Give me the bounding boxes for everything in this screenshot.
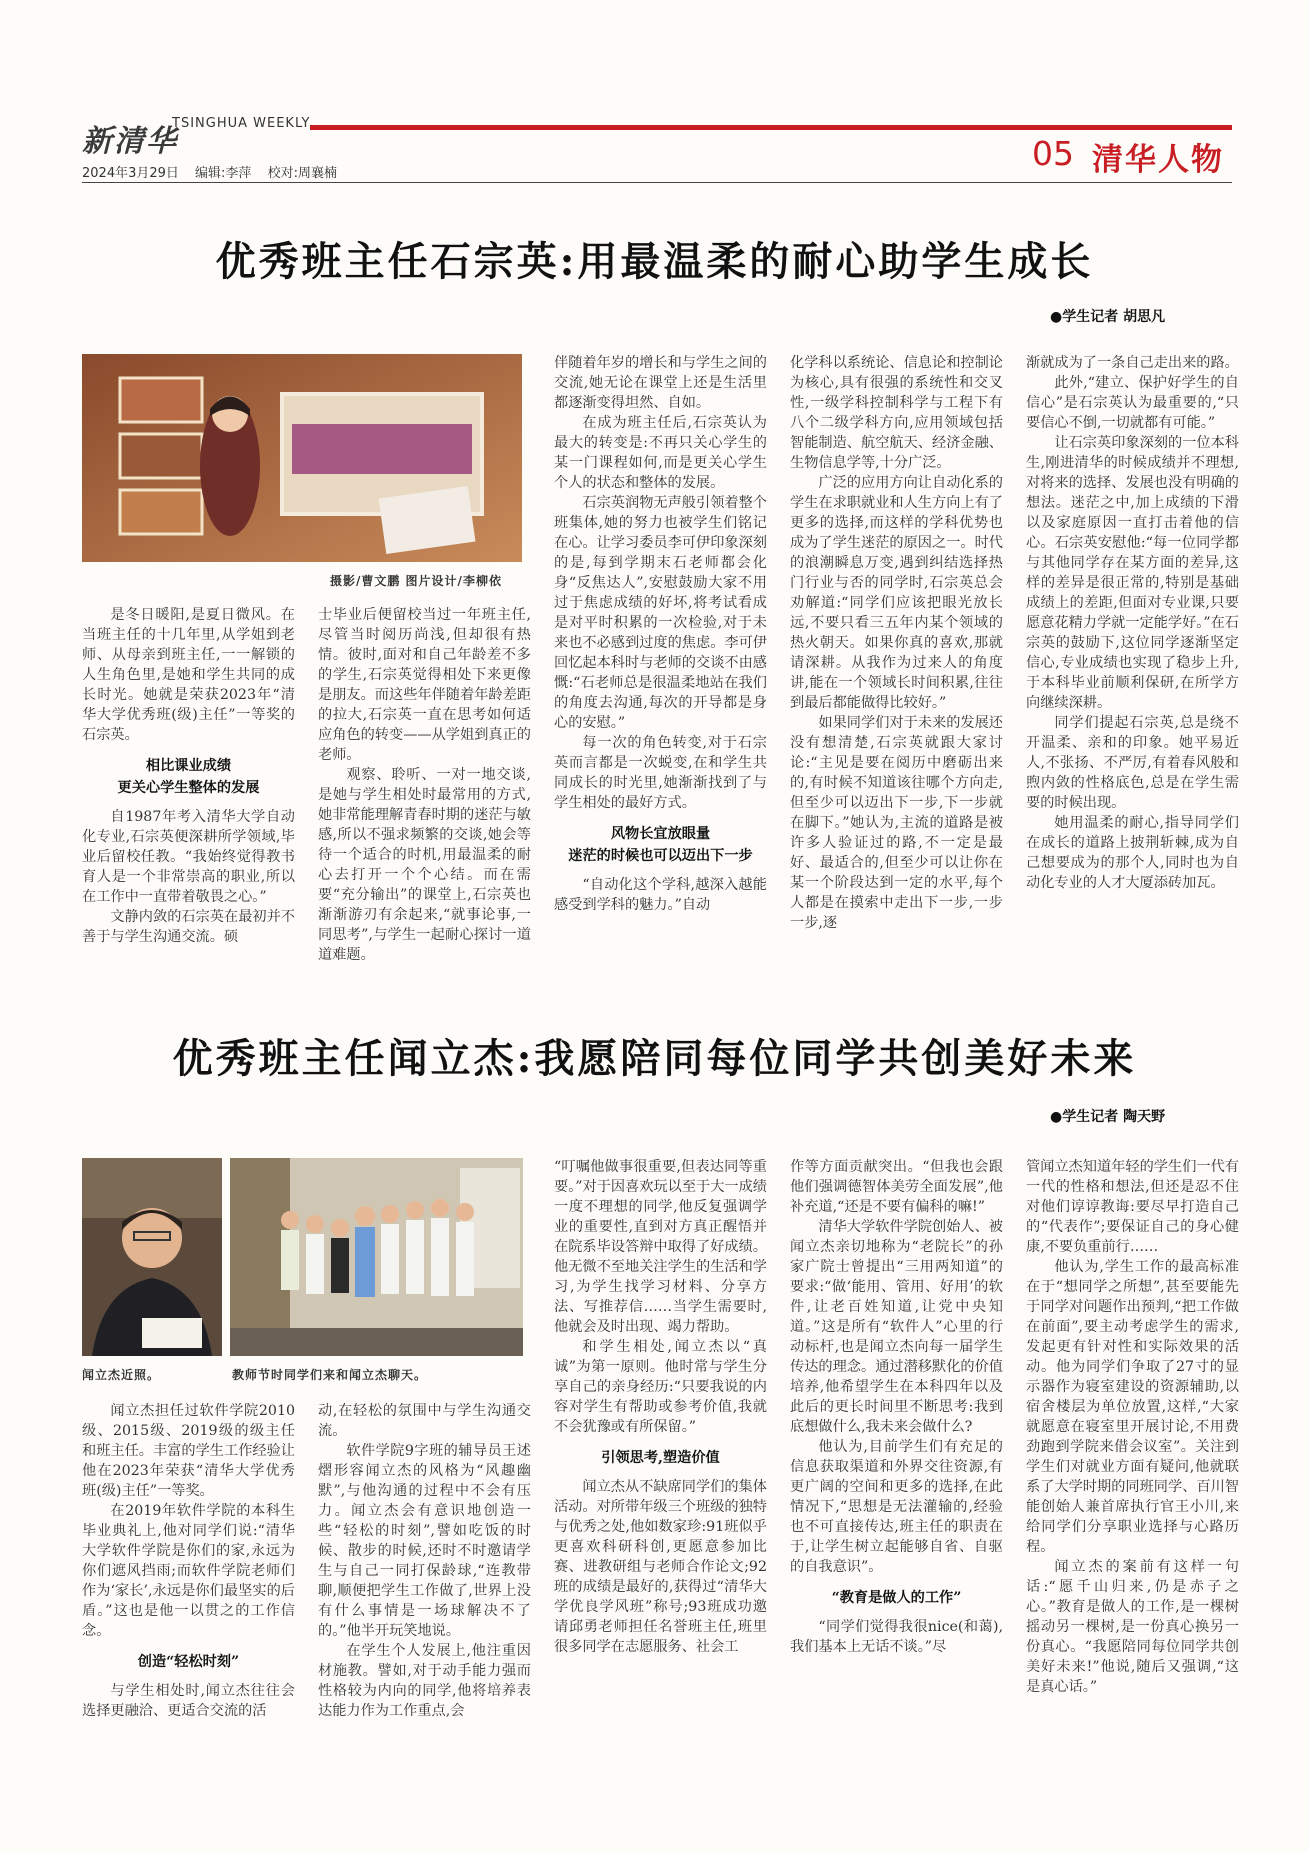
article-paragraph: 自1987年考入清华大学自动化专业,石宗英便深耕所学领域,毕业后留校任教。“我始终觉得教书育人是一个非常崇高的职业,所以在工作中一直带着敬畏之心。” — [82, 809, 295, 905]
article-paragraph: 如果同学们对于未来的发展还没有想清楚,石宗英就跟大家讨论:“主见是要在阅历中磨砺出来的,有时候不知道该往哪个方向走,但至少可以迈出下一步,下一步就在脚下。”她认为,主流的道路是被许多人验证过的路,不一定是最好、最适合的,但至少可以让你在某一个阶段达到一定的水平,每个人都是在摸索中走出下一步,一步一步,逐 — [790, 715, 1003, 931]
article-paragraph: 作等方面贡献突出。“但我也会跟他们强调德智体美劳全面发展”,他补充道,“还是不要有偏科的嘛!” — [790, 1159, 1003, 1215]
article-paragraph: 士毕业后便留校当过一年班主任,尽管当时阅历尚浅,但却很有热情。彼时,面对和自己年龄差不多的学生,石宗英觉得相处下来更像是朋友。而这些年伴随着年龄差距的拉大,石宗英一直在思考如何适应角色的转变——从学姐到真正的老师。 — [318, 607, 531, 763]
article-paragraph: 此外,“建立、保护好学生的自信心”是石宗英认为最重要的,“只要信心不倒,一切就都有可能。” — [1026, 375, 1239, 431]
page-number: 05 — [1032, 134, 1074, 173]
photo-collage-illustration — [82, 354, 522, 562]
article2-group-caption: 教师节时同学们来和闻立杰聊天。 — [232, 1368, 428, 1382]
article-paragraph: 渐就成为了一条自己走出来的路。 — [1026, 355, 1239, 371]
article-paragraph: 和学生相处,闻立杰以“真诚”为第一原则。他时常与学生分享自己的亲身经历:“只要我说的内容对学生有帮助或参考价值,我就不会犹豫或有所保留。” — [554, 1339, 767, 1435]
article-paragraph: 他认为,目前学生们有充足的信息获取渠道和外界交往资源,有更广阔的空间和更多的选择,在此情况下,“思想是无法灌输的,经验也不可直接传达,班主任的职责在于,让学生树立起能够自省、自驱的自我意识”。 — [790, 1439, 1003, 1575]
article-paragraph: “自动化这个学科,越深入越能感受到学科的魅力。”自动 — [554, 877, 767, 913]
article1-photo-credit: 摄影/曹文鹏 图片设计/李柳依 — [330, 574, 502, 588]
article-paragraph: 她用温柔的耐心,指导同学们在成长的道路上披荆斩棘,成为自己想要成为的那个人,同时也为自动化专业的人才大厦添砖加瓦。 — [1026, 815, 1239, 891]
article-paragraph: 石宗英润物无声般引领着整个班集体,她的努力也被学生们铭记在心。让学习委员李可伊印象深刻的是,每到学期末石老师都会化身“反焦达人”,安慰鼓励大家不用过于焦虑成绩的好坏,将考试看成是对平时积累的一次检验,对于未来也不必感到过度的焦虑。李可伊回忆起本科时与老师的交谈不由感慨:“石老师总是很温柔地站在我们的角度去沟通,每次的开导都是身心的安慰。” — [554, 495, 767, 731]
article2-portrait-photo — [82, 1158, 222, 1356]
article-paragraph: 闻立杰从不缺席同学们的集体活动。对所带年级三个班级的独特与优秀之处,他如数家珍:91班似乎更喜欢科研科创,更愿意参加比赛、进教研组与老师合作论文;92班的成绩是最好的,获得过“清华大学优良学风班”称号;93班成功邀请邱勇老师担任名誉班主任,班里很多同学在志愿服务、社会工 — [554, 1479, 767, 1655]
article-subheading: 创造“轻松时刻” — [137, 1654, 240, 1670]
masthead — [82, 112, 1232, 192]
article-paragraph: 在学生个人发展上,他注重因材施教。譬如,对于动手能力强而性格较为内向的同学,他将培养表达能力作为工作重点,会 — [318, 1643, 531, 1719]
article-subheading: “教育是做人的工作” — [831, 1590, 962, 1606]
section-title: 清华人物 — [1092, 142, 1224, 178]
article1-column-5 — [1026, 353, 1239, 977]
article-paragraph: 化学科以系统论、信息论和控制论为核心,具有很强的系统性和交叉性,一级学科控制科学与工程下有八个二级学科方向,应用领域包括智能制造、航空航天、经济金融、生物信息学等,十分广泛。 — [790, 355, 1003, 471]
article-paragraph: 在2019年软件学院的本科生毕业典礼上,他对同学们说:“清华大学软件学院是你们的家,永远为你们遮风挡雨;而软件学院老师们作为‘家长’,永远是你们最坚实的后盾。”这也是他一以贯之的工作信念。 — [82, 1503, 295, 1639]
article-paragraph: 是冬日暖阳,是夏日微风。在当班主任的十几年里,从学姐到老师、从母亲到班主任,一一解锁的人生角色里,是她和学生共同的成长时光。她就是荣获2023年“清华大学优秀班(级)主任”一等奖的石宗英。 — [82, 607, 295, 743]
proofreader-credit: 校对:周襄楠 — [267, 166, 337, 181]
article-paragraph: 闻立杰的案前有这样一句话:“愿千山归来,仍是赤子之心。”教育是做人的工作,是一棵树摇动另一棵树,是一份真心换另一份真心。“我愿陪同每位同学共创美好未来!”他说,随后又强调,“这是真心话。” — [1026, 1559, 1239, 1695]
masthead-rule — [82, 182, 1232, 183]
article-paragraph: 管闻立杰知道年轻的学生们一代有一代的性格和想法,但还是忍不住对他们谆谆教诲:要尽早打造自己的“代表作”;要保证自己的身心健康,不要负重前行…… — [1026, 1159, 1239, 1255]
article-paragraph: 伴随着年岁的增长和与学生之间的交流,她无论在课堂上还是生活里都逐渐变得坦然、自如。 — [554, 355, 767, 411]
article-paragraph: 文静内敛的石宗英在最初并不善于与学生沟通交流。硕 — [82, 909, 295, 945]
issue-date: 2024年3月29日 — [82, 166, 179, 181]
article-paragraph: 观察、聆听、一对一地交谈,是她与学生相处时最常用的方式,她非常能理解青春时期的迷茫与敏感,所以不强求频繁的交谈,她会等待一个适合的时机,用最温柔的耐心去打开一个个心结。而在需要“充分输出”的课堂上,石宗英也渐渐游刃有余起来,“就事论事,一同思考”,与学生一起耐心探讨一道道难题。 — [318, 767, 531, 963]
article1-column-1 — [82, 605, 295, 977]
article-paragraph: “同学们觉得我很nice(和蔼),我们基本上无话不谈。”尽 — [790, 1619, 1003, 1655]
newspaper-english-name: TSINGHUA WEEKLY — [172, 116, 311, 131]
article-paragraph: 闻立杰担任过软件学院2010级、2015级、2019级的级主任和班主任。丰富的学生工作经验让他在2023年荣获“清华大学优秀班(级)主任”一等奖。 — [82, 1403, 295, 1499]
article1-column-2 — [318, 605, 531, 977]
newspaper-logo: 新清华 — [82, 124, 178, 159]
article-paragraph: 在成为班主任后,石宗英认为最大的转变是:不再只关心学生的某一门课程如何,而是更关心学生个人的状态和整体的发展。 — [554, 415, 767, 491]
article1-byline: ●学生记者 胡思凡 — [1050, 309, 1166, 325]
article-paragraph: 同学们提起石宗英,总是绕不开温柔、亲和的印象。她平易近人,不张扬、不严厉,有着春风般和煦内敛的性格底色,总是在学生需要的时候出现。 — [1026, 715, 1239, 811]
article-paragraph: 动,在轻松的氛围中与学生沟通交流。 — [318, 1403, 531, 1439]
portrait-illustration — [82, 1158, 222, 1356]
article1-photo — [82, 354, 522, 562]
article1-column-3 — [554, 353, 767, 977]
article2-headline: 优秀班主任闻立杰:我愿陪同每位同学共创美好未来 — [172, 1035, 1137, 1082]
article2-group-photo — [230, 1158, 523, 1356]
article2-column-3 — [554, 1157, 767, 1781]
article-paragraph: 让石宗英印象深刻的一位本科生,刚进清华的时候成绩并不理想,对将来的选择、发展也没有明确的想法。迷茫之中,加上成绩的下滑以及家庭原因一直打击着他的信心。石宗英安慰他:“每一位同学都与其他同学存在某方面的差异,这样的差异是很正常的,特别是基础成绩上的差距,但面对专业课,只要愿意花精力学就一定能学好。”在石宗英的鼓励下,这位同学逐渐坚定信心,专业成绩也实现了稳步上升,于本科毕业前顺利保研,在所学方向继续深耕。 — [1026, 435, 1239, 711]
article2-column-1 — [82, 1401, 295, 1781]
article-paragraph: 他认为,学生工作的最高标准在于“想同学之所想”,甚至要能先于同学对问题作出预判,“把工作做在前面”,要主动考虑学生的需求,发起更有针对性和实际效果的活动。他为同学们争取了27寸的显示器作为寝室建设的资源辅助,以宿舍楼层为单位放置,这样,“大家就愿意在寝室里开展讨论,不用费劲跑到学院来借会议室”。关注到学生们对就业方面有疑问,他就联系了大学时期的同班同学、百川智能创始人兼首席执行官王小川,来给同学们分享职业选择与心路历程。 — [1026, 1259, 1239, 1555]
article-paragraph: “叮嘱他做事很重要,但表达同等重要。”对于因喜欢玩以至于大一成绩一度不理想的同学,他反复强调学业的重要性,直到对方真正醒悟并在院系毕设答辩中取得了好成绩。他无微不至地关注学生的生活和学习,为学生找学习材料、分享方法、写推荐信……当学生需要时,他就会及时出现、竭力帮助。 — [554, 1159, 767, 1335]
article2-column-4 — [790, 1157, 1003, 1781]
article-subheading: 相比课业成绩 更关心学生整体的发展 — [117, 758, 260, 796]
group-photo-illustration — [230, 1158, 523, 1356]
article-paragraph: 软件学院9字班的辅导员王述熠形容闻立杰的风格为“风趣幽默”,与他沟通的过程中不会有压力。闻立杰会有意识地创造一些“轻松的时刻”,譬如吃饭的时候、散步的时候,还时不时邀请学生与自己一同打保龄球,“连教带聊,顺便把学生工作做了,世界上没有什么事情是一场球解决不了的。”他半开玩笑地说。 — [318, 1443, 531, 1639]
article-paragraph: 与学生相处时,闻立杰往往会选择更融洽、更适合交流的活 — [82, 1683, 295, 1719]
article-paragraph: 广泛的应用方向让自动化系的学生在求职就业和人生方向上有了更多的选择,而这样的学科优势也成为了学生迷茫的原因之一。时代的浪潮瞬息万变,遇到纠结选择热门行业与否的同学时,石宗英总会劝解道:“同学们应该把眼光放长远,不要只看三五年内某个领域的热火朝天。如果你真的喜欢,那就请深耕。从我作为过来人的角度讲,能在一个领域长时间积累,往往到最后都能做得比较好。” — [790, 475, 1003, 711]
article-paragraph: 每一次的角色转变,对于石宗英而言都是一次蜕变,在和学生共同成长的时光里,她渐渐找到了与学生相处的最好方式。 — [554, 735, 767, 811]
dateline — [82, 162, 349, 181]
editor-credit: 编辑:李萍 — [195, 166, 252, 181]
article2-byline: ●学生记者 陶天野 — [1050, 1109, 1166, 1125]
article-subheading: 引领思考,塑造价值 — [601, 1450, 720, 1466]
article1-column-4 — [790, 353, 1003, 977]
article-paragraph: 清华大学软件学院创始人、被闻立杰亲切地称为“老院长”的孙家广院士曾提出“三用两知道”的要求:“做‘能用、管用、好用’的软件,让老百姓知道,让党中央知道。”这是所有“软件人”心里的行动标杆,也是闻立杰向每一届学生传达的理念。通过潜移默化的价值培养,他希望学生在本科四年以及此后的更长时间里不断思考:我到底想做什么,我未来会做什么? — [790, 1219, 1003, 1435]
masthead-red-bar — [310, 125, 1232, 130]
article2-portrait-caption: 闻立杰近照。 — [82, 1368, 161, 1382]
article-subheading: 风物长宜放眼量 迷茫的时候也可以迈出下一步 — [568, 826, 753, 864]
article2-column-2 — [318, 1401, 531, 1781]
article2-column-5 — [1026, 1157, 1239, 1781]
article1-headline: 优秀班主任石宗英:用最温柔的耐心助学生成长 — [215, 238, 1094, 285]
